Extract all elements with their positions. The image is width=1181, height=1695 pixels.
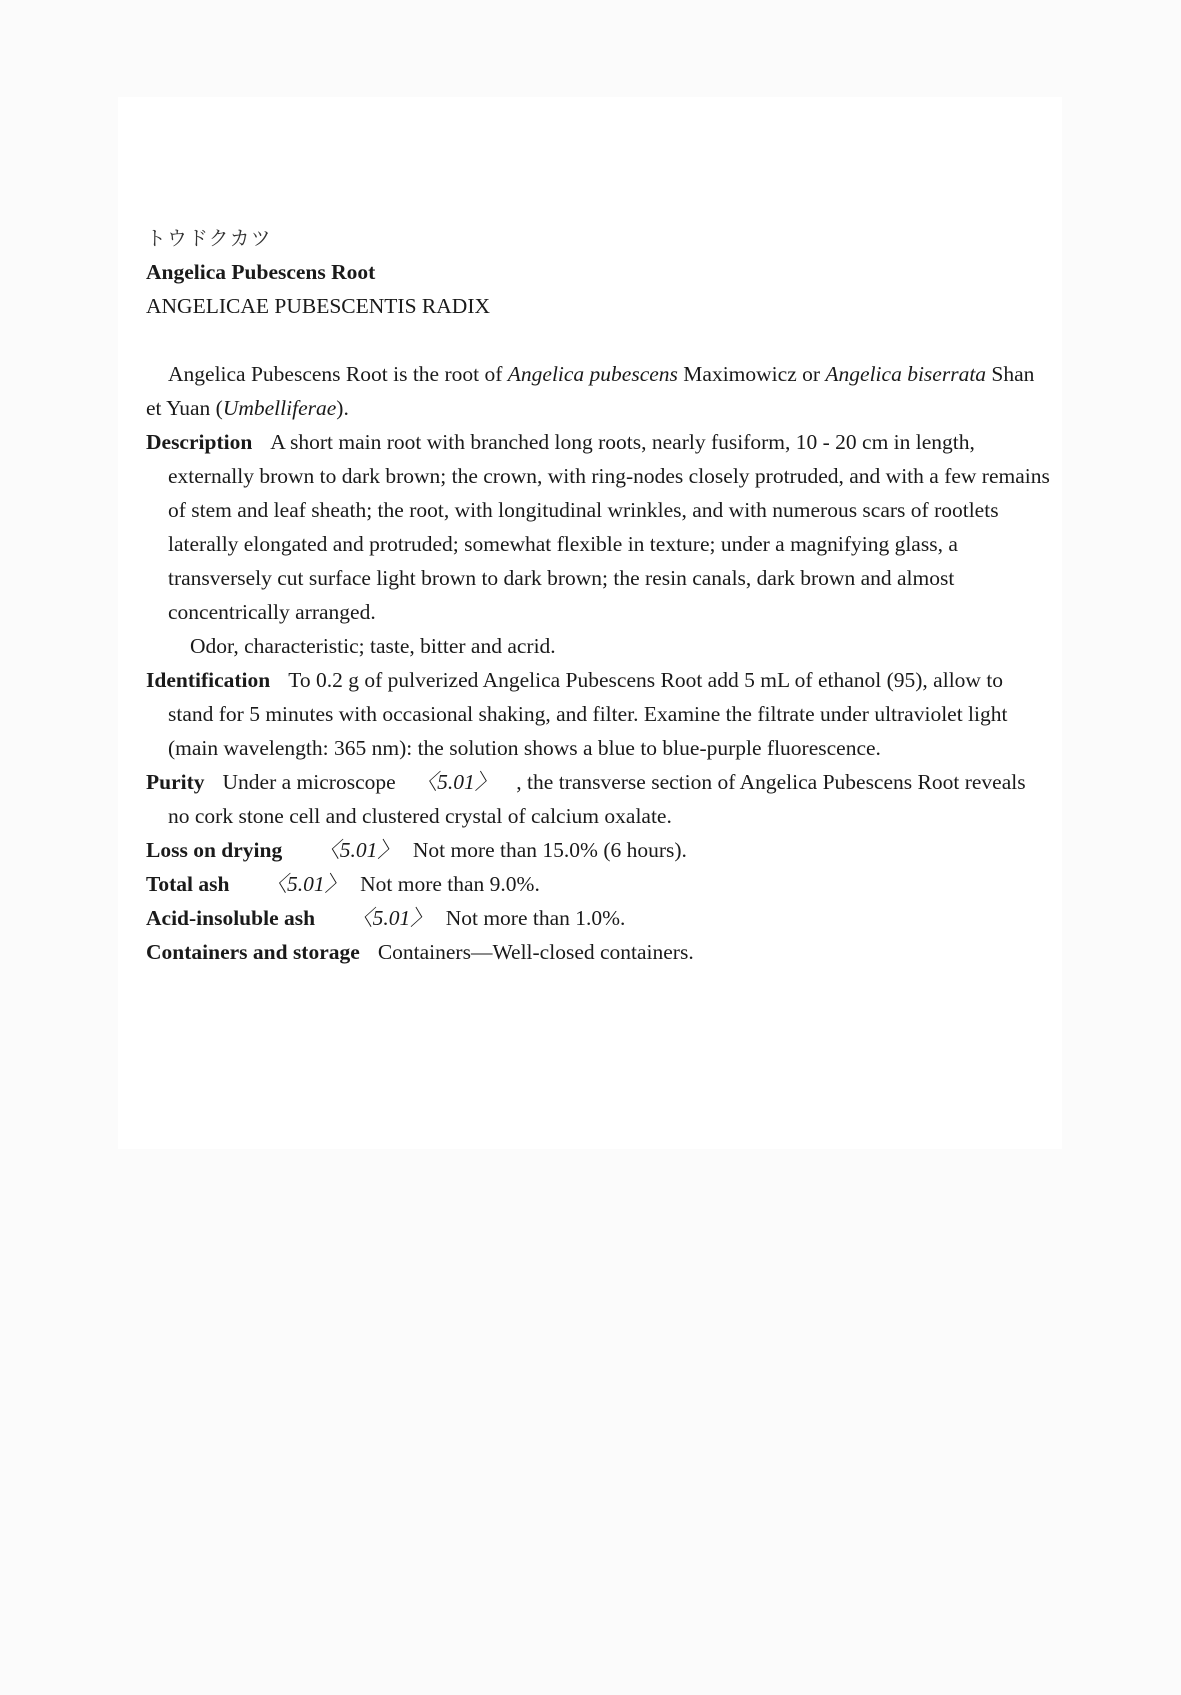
acid-insoluble-ash-text: Not more than 1.0%. xyxy=(445,906,626,930)
test-method-reference: 〈5.01〉 xyxy=(351,906,432,930)
identification-heading: Identification xyxy=(146,668,271,692)
loss-on-drying-text: Not more than 15.0% (6 hours). xyxy=(412,838,687,862)
total-ash-text: Not more than 9.0%. xyxy=(360,872,540,896)
monograph-body xyxy=(146,221,1052,969)
purity-heading: Purity xyxy=(146,770,205,794)
description-text: A short main root with branched long roots, nearly fusiform, 10 - 20 cm in length, externally brown to dark brown; the crown, with ring-nodes closely protruded, and with a few remains of stem and leaf sheath; the root, with longitudinal wrinkles, and with numerous scars of rootlets laterally elongated and protruded; somewhat flexible in texture; under a magnifying glass, a transversely cut surface light brown to dark brown; the resin canals, dark brown and almost concentrically arranged. xyxy=(168,430,1050,624)
latin-name: ANGELICAE PUBESCENTIS RADIX xyxy=(146,294,490,318)
intro-paragraph xyxy=(146,357,1052,425)
odor-text: Odor, characteristic; taste, bitter and acrid. xyxy=(190,634,556,658)
test-method-reference: 〈5.01〉 xyxy=(415,770,497,794)
containers-heading: Containers and storage xyxy=(146,940,360,964)
containers-text: Containers—Well-closed containers. xyxy=(377,940,694,964)
intro-text: Shan et Yuan ( xyxy=(146,362,1035,420)
intro-text: ). xyxy=(336,396,349,420)
family-name: Umbelliferae xyxy=(222,396,337,420)
description-section xyxy=(146,425,1052,629)
description-heading: Description xyxy=(146,430,253,454)
acid-insoluble-ash-section xyxy=(146,901,1052,935)
odor-taste xyxy=(146,629,1052,663)
total-ash-heading: Total ash xyxy=(146,872,230,896)
purity-pre: Under a microscope xyxy=(222,770,396,794)
intro-text: Maximowicz or xyxy=(677,362,826,386)
test-method-reference: 〈5.01〉 xyxy=(265,872,347,896)
purity-post: , the transverse section of Angelica Pubescens Root reveals no cork stone cell and clustered crystal of calcium oxalate. xyxy=(168,770,1026,828)
intro-text: Angelica Pubescens Root is the root of xyxy=(168,362,508,386)
loss-on-drying-section xyxy=(146,833,1052,867)
loss-on-drying-heading: Loss on drying xyxy=(146,838,283,862)
total-ash-section xyxy=(146,867,1052,901)
purity-section xyxy=(146,765,1052,833)
acid-insoluble-ash-heading: Acid-insoluble ash xyxy=(146,906,316,930)
species-name: Angelica pubescens xyxy=(507,362,678,386)
identification-text: To 0.2 g of pulverized Angelica Pubescens Root add 5 mL of ethanol (95), allow to stand for 5 minutes with occasional shaking, and filter. Examine the filtrate under ultraviolet light (main wavelength: 365 nm): the solution shows a blue to blue-purple fluorescence. xyxy=(168,668,1008,760)
monograph-title: Angelica Pubescens Root xyxy=(146,260,376,284)
containers-section xyxy=(146,935,1052,969)
document-page xyxy=(118,97,1062,1149)
japanese-name: トウドクカツ xyxy=(146,226,272,250)
identification-section xyxy=(146,663,1052,765)
test-method-reference: 〈5.01〉 xyxy=(318,838,399,862)
species-name: Angelica biserrata xyxy=(825,362,987,386)
